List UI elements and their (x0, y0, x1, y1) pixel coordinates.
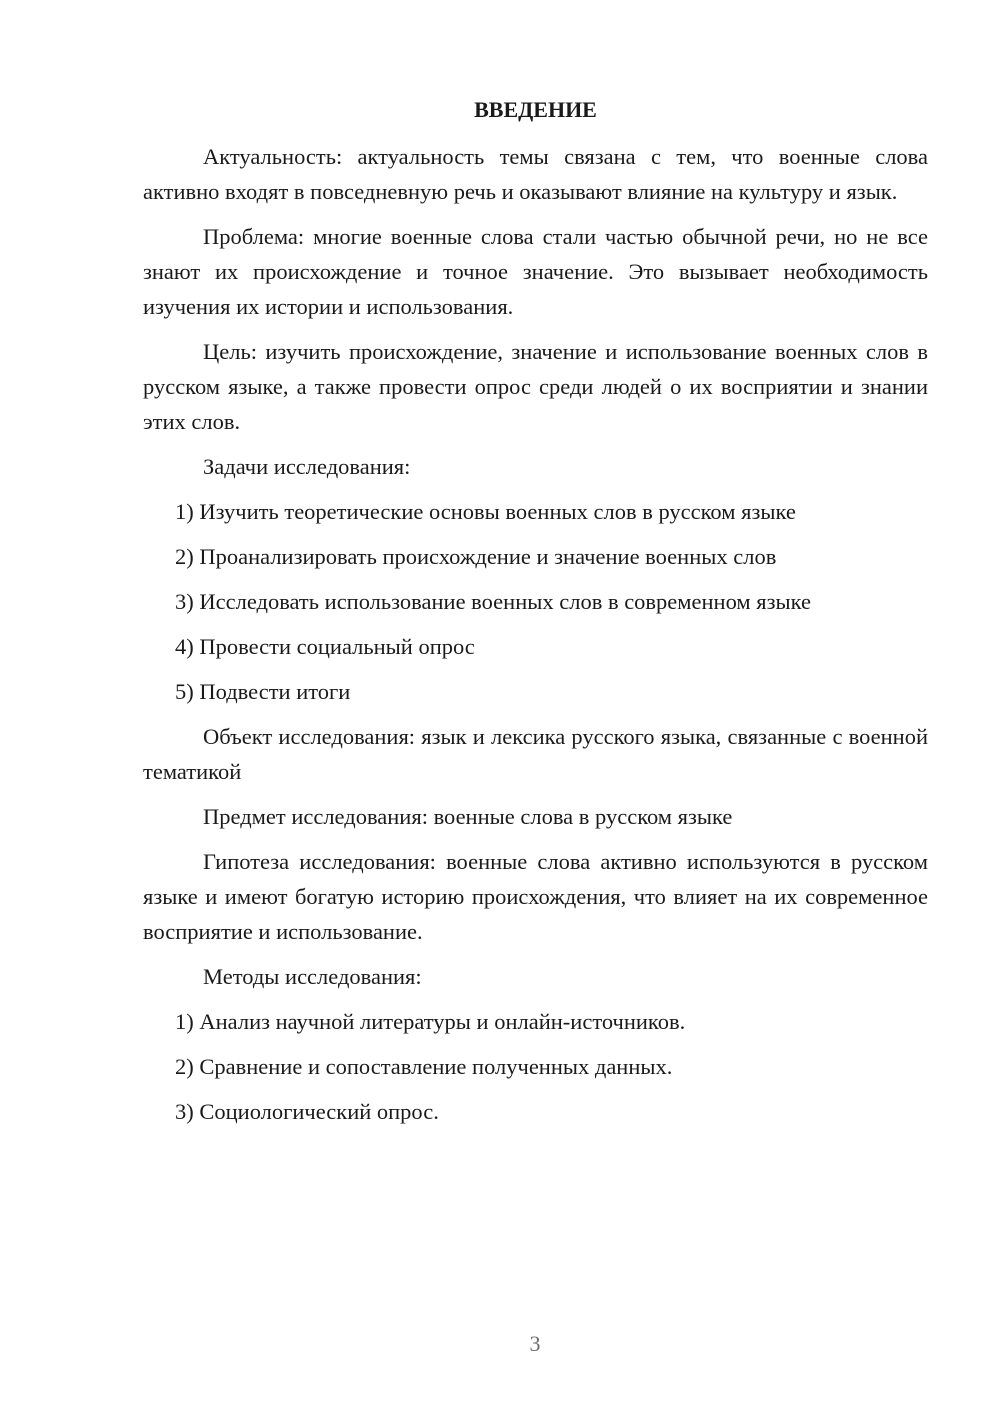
subject-paragraph: Предмет исследования: военные слова в русском языке (203, 804, 733, 829)
page-content (143, 92, 928, 1139)
methods-list (143, 1004, 928, 1129)
tasks-list (143, 494, 928, 709)
tasks-label: Задачи исследования: (203, 454, 411, 479)
object-paragraph: Объект исследования: язык и лексика русского языка, связанные с военной тематикой (143, 724, 928, 784)
problem-paragraph: Проблема: многие военные слова стали частью обычной речи, но не все знают их происхождение и точное значение. Это вызывает необходимость изучения их истории и использования. (143, 224, 928, 319)
relevance-paragraph: Актуальность: актуальность темы связана с тем, что военные слова активно входят в повседневную речь и оказывают влияние на культуру и язык. (143, 144, 928, 204)
section-heading: ВВЕДЕНИЕ (474, 97, 597, 122)
list-item: 4) Провести социальный опрос (175, 634, 475, 659)
list-item: 2) Проанализировать происхождение и значение военных слов (175, 544, 777, 569)
list-item: 1) Изучить теоретические основы военных слов в русском языке (175, 499, 796, 524)
list-item: 1) Анализ научной литературы и онлайн-источников. (175, 1009, 686, 1034)
list-item: 2) Сравнение и сопоставление полученных данных. (175, 1054, 673, 1079)
page-number: 3 (529, 1331, 541, 1356)
list-item: 3) Социологический опрос. (175, 1099, 439, 1124)
list-item: 3) Исследовать использование военных слов в современном языке (175, 589, 811, 614)
list-item: 5) Подвести итоги (175, 679, 351, 704)
methods-label: Методы исследования: (203, 964, 422, 989)
goal-paragraph: Цель: изучить происхождение, значение и использование военных слов в русском языке, а также провести опрос среди людей о их восприятии и знании этих слов. (143, 339, 928, 434)
hypothesis-paragraph: Гипотеза исследования: военные слова активно используются в русском языке и имеют богатую историю происхождения, что влияет на их современное восприятие и использование. (143, 849, 928, 944)
